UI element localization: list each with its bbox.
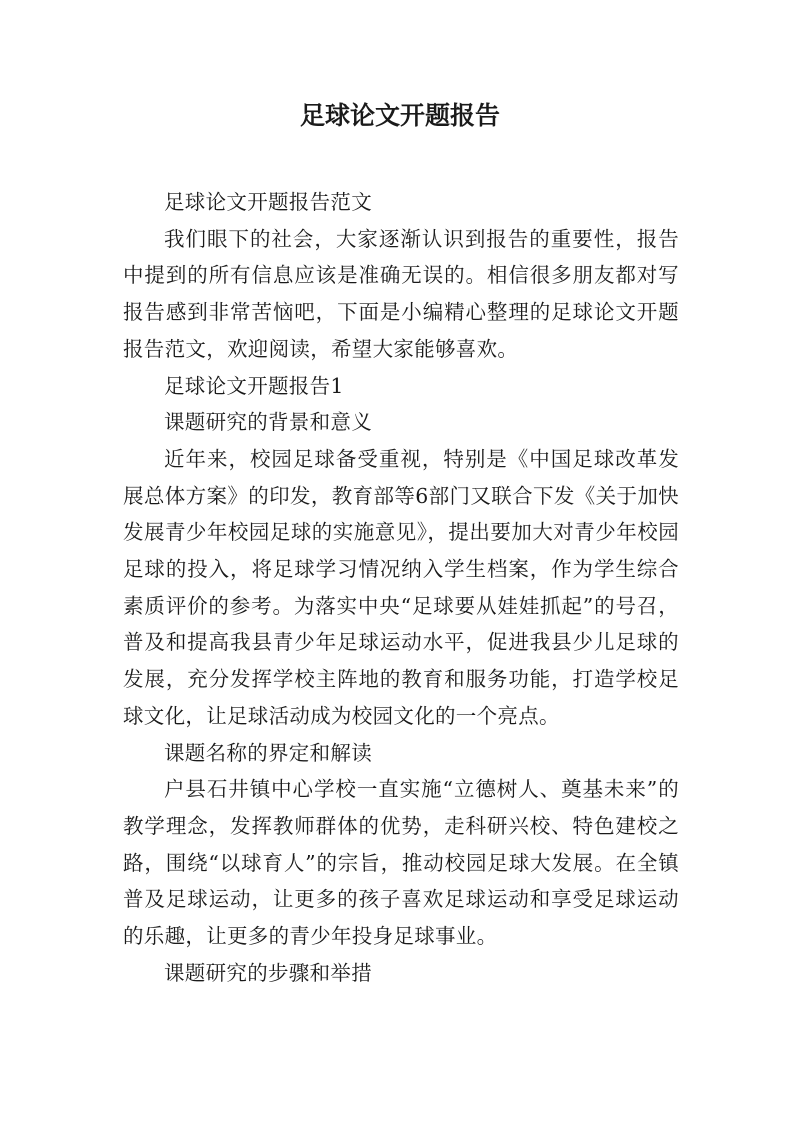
paragraph-intro: 我们眼下的社会，大家逐渐认识到报告的重要性，报告中提到的所有信息应该是准确无误的。相信很多朋友都对写报告感到非常苦恼吧，下面是小编精心整理的足球论文开题报告范文，欢迎阅读，希望大家能够喜欢。	[123, 226, 679, 361]
section-heading-report-1: 足球论文开题报告1	[164, 373, 344, 398]
paragraph-subtitle: 足球论文开题报告范文	[164, 190, 372, 214]
paragraph-definition: 户县石井镇中心学校一直实施“立德树人、奠基未来”的教学理念，发挥教师群体的优势，走科研兴校、特色建校之路，围绕“以球育人”的宗旨，推动校园足球大发展。在全镇普及足球运动，让更多的孩子喜欢足球运动和享受足球运动的乐趣，让更多的青少年投身足球事业。	[123, 777, 679, 949]
document-body	[123, 184, 679, 991]
section-heading-steps: 课题研究的步骤和举措	[164, 960, 372, 985]
section-heading-definition: 课题名称的界定和解读	[164, 740, 372, 765]
paragraph-background: 近年来，校园足球备受重视，特别是《中国足球改革发展总体方案》的印发，教育部等6部门又联合下发《关于加快发展青少年校园足球的实施意见》，提出要加大对青少年校园足球的投入，将足球学习情况纳入学生档案，作为学生综合素质评价的参考。为落实中央“足球要从娃娃抓起”的号召，普及和提高我县青少年足球运动水平，促进我县少儿足球的发展，充分发挥学校主阵地的教育和服务功能，打造学校足球文化，让足球活动成为校园文化的一个亮点。	[123, 446, 679, 728]
section-heading-background: 课题研究的背景和意义	[164, 410, 372, 435]
document-title: 足球论文开题报告	[299, 101, 500, 130]
